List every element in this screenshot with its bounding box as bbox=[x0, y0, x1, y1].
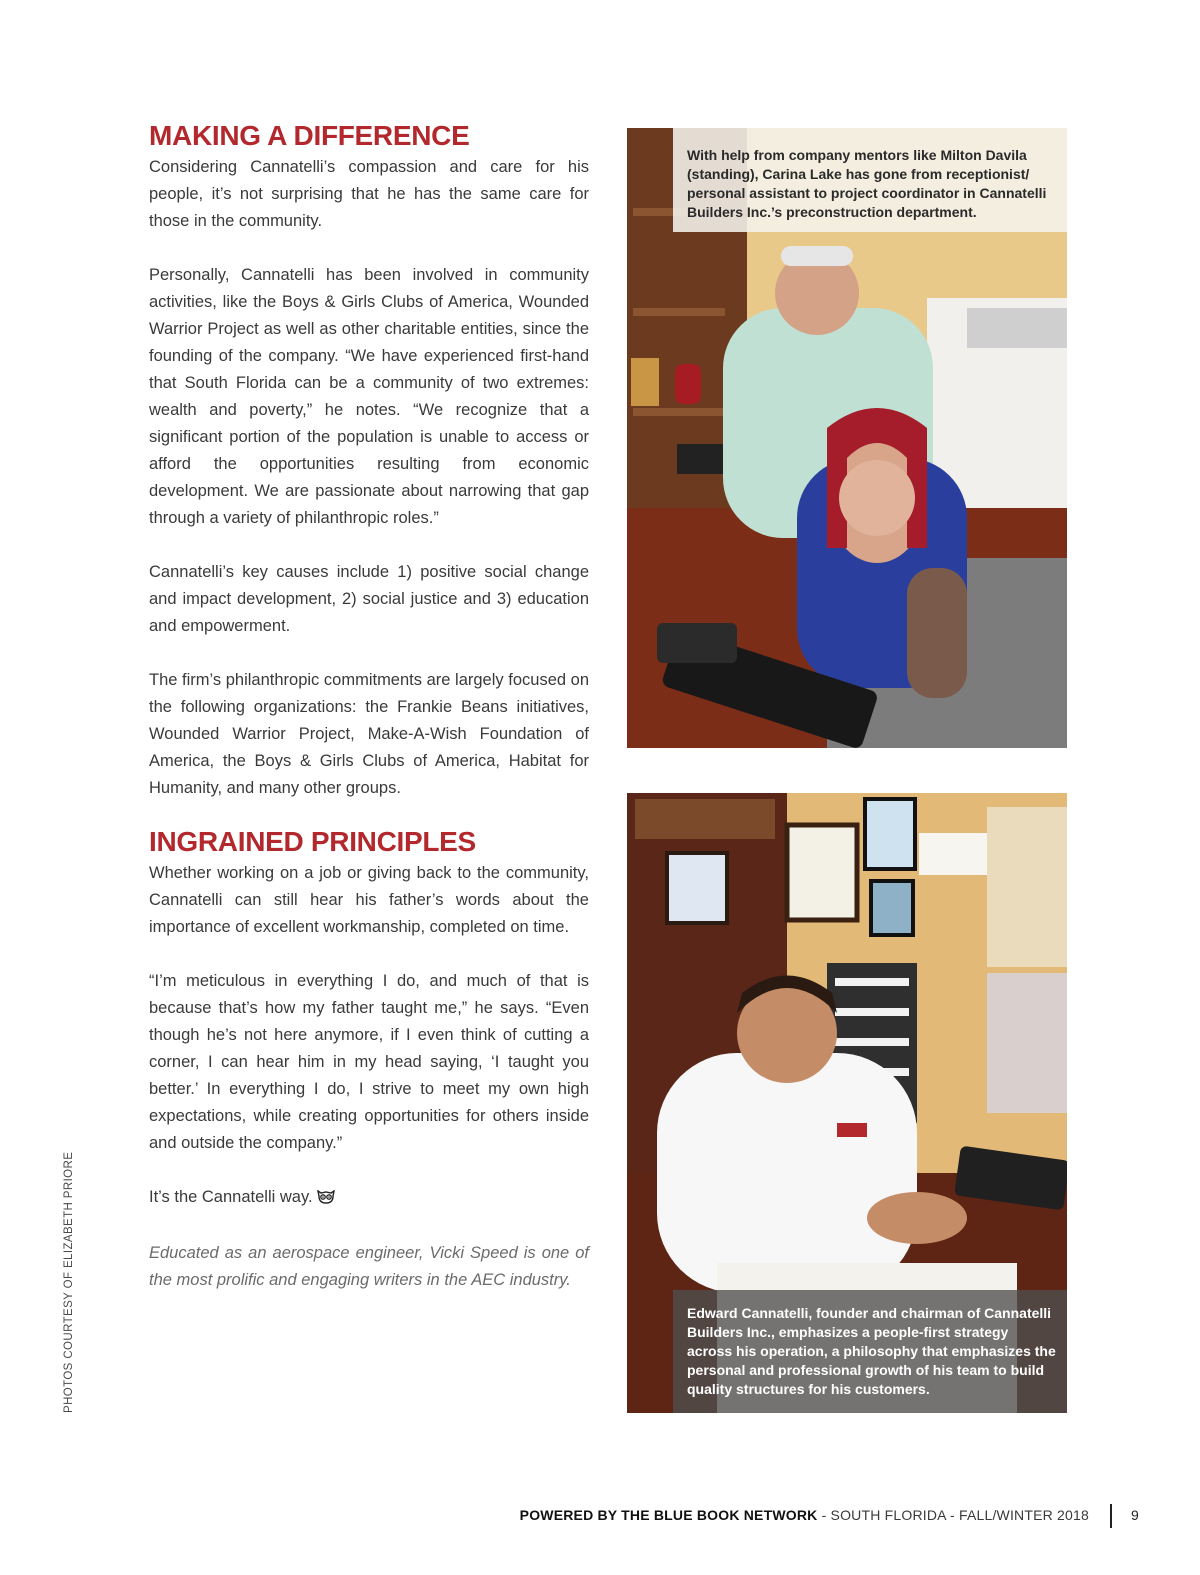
photo-caption-bottom: Edward Cannatelli, founder and chairman of Cannatelli Builders Inc., emphasizes a people-first strategy across his operation, a philosophy that emphasizes the personal and professional growth of his team to build quality structures for his customers. bbox=[673, 1290, 1067, 1413]
paragraph: Personally, Cannatelli has been involved in community activities, like the Boys & Girls Clubs of America, Wounded Warrior Project as well as other charitable entities, since the founding of the company. “We have experienced first-hand that South Florida can be a community of two extremes: wealth and poverty,” he notes. “We recognize that a significant portion of the population is unable to access or afford the opportunities resulting from economic development. We are passionate about narrowing that gap through a variety of philanthropic roles.” bbox=[149, 266, 589, 527]
paragraph: Considering Cannatelli’s compassion and care for his people, it’s not surprising that he has the same care for those in the community. bbox=[149, 158, 589, 230]
photo-credit: PHOTOS COURTESY OF ELIZABETH PRIORE bbox=[63, 1151, 75, 1413]
paragraph: Cannatelli’s key causes include 1) positive social change and impact development, 2) social justice and 3) education and empowerment. bbox=[149, 563, 589, 635]
paragraph: Whether working on a job or giving back to the community, Cannatelli can still hear his father’s words about the importance of excellent workmanship, completed on time. bbox=[149, 864, 589, 936]
author-bio: Educated as an aerospace engineer, Vicki Speed is one of the most prolific and engaging writers in the AEC industry. bbox=[149, 1244, 589, 1289]
page-footer bbox=[520, 1507, 1089, 1523]
footer-issue: - SOUTH FLORIDA - FALL/WINTER 2018 bbox=[817, 1507, 1089, 1523]
owl-icon bbox=[317, 1186, 335, 1213]
section-heading-ingrained-principles: INGRAINED PRINCIPLES bbox=[149, 826, 476, 857]
photo-mentor-and-coordinator bbox=[627, 128, 1067, 748]
footer-divider bbox=[1110, 1504, 1112, 1528]
photo-caption-top: With help from company mentors like Milton Davila (standing), Carina Lake has gone from receptionist/ personal assistant to project coordinator in Cannatelli Builders Inc.’s preconstruction department. bbox=[673, 128, 1067, 232]
article-column bbox=[149, 118, 589, 1321]
section-heading-making-a-difference: MAKING A DIFFERENCE bbox=[149, 120, 470, 151]
closing-line bbox=[149, 1184, 589, 1213]
page-number: 9 bbox=[1131, 1507, 1139, 1523]
closing-text: It’s the Cannatelli way. bbox=[149, 1188, 313, 1206]
paragraph: The firm’s philanthropic commitments are largely focused on the following organizations: the Frankie Beans initiatives, Wounded Warrior Project, Make-A-Wish Foundation of America, the Boys & Girls Clubs of America, Habitat for Humanity, and many other groups. bbox=[149, 671, 589, 797]
photo-founder-at-desk bbox=[627, 793, 1067, 1413]
footer-brand: POWERED BY THE BLUE BOOK NETWORK bbox=[519, 1507, 818, 1523]
paragraph: “I’m meticulous in everything I do, and much of that is because that’s how my father taught me,” he says. “Even though he’s not here anymore, if I even think of cutting a corner, I can hear him in my head saying, ‘I taught you better.’ In everything I do, I strive to meet my own high expectations, while creating opportunities for others inside and outside the company.” bbox=[149, 972, 589, 1152]
